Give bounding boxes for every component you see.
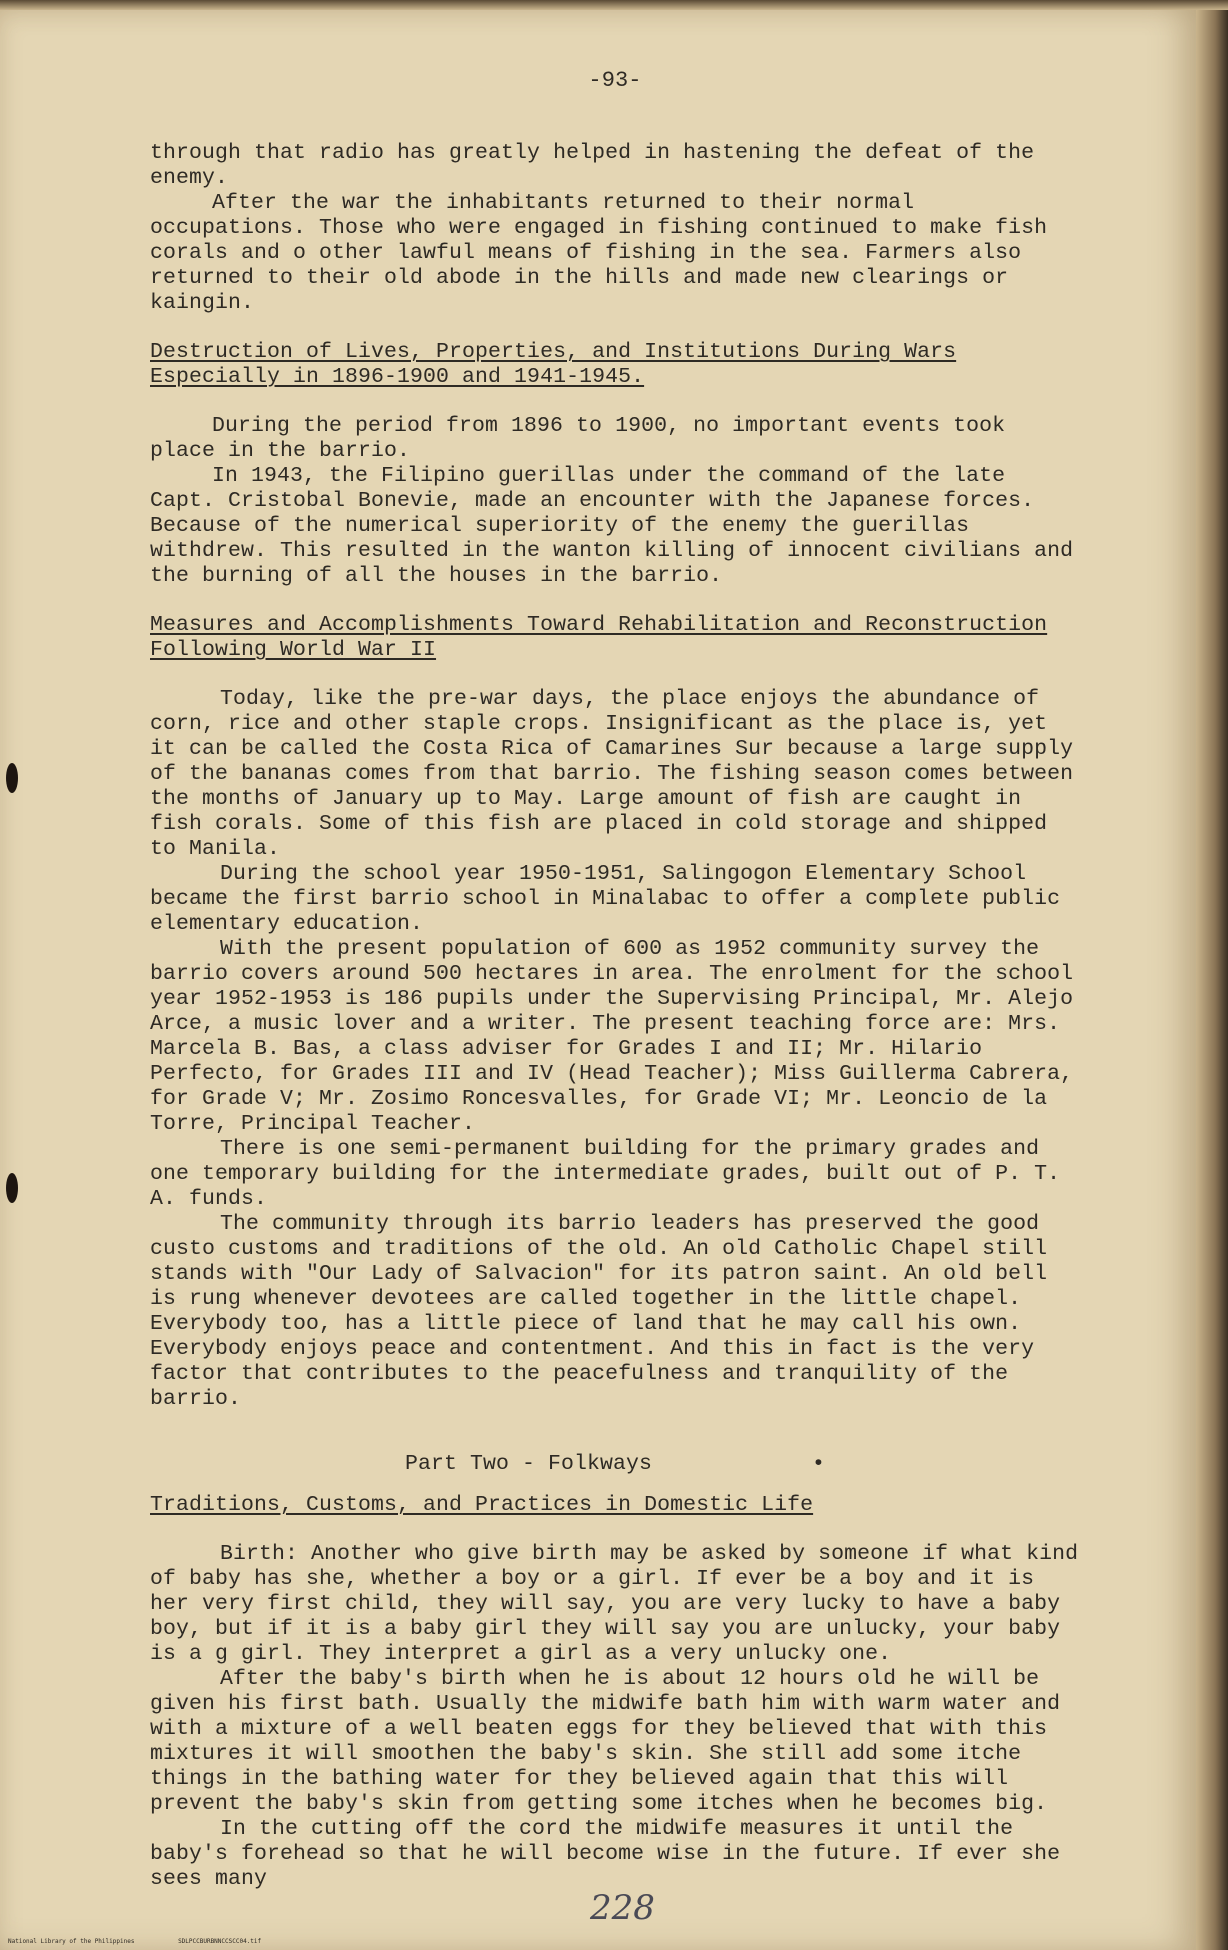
paragraph: With the present population of 600 as 1952 community survey the barrio covers around 500 hectares in area. The enrolment for the school year 1952-1953 is 186 pupils under the Supervising Principal, Mr. Alejo Arce, a music lover and a writer. The present teaching force are: Mrs. Marcela B. Bas, a class adviser for Grades I and II; Mr. Hilario Perfecto, for Grades III and IV (Head Teacher); Miss Guillerma Cabrera, for Grade V; Mr. Zosimo Roncesvalles, for Grade VI; Mr. Leoncio de la Torre, Principal Teacher.: [150, 937, 1074, 1136]
section-heading: Traditions, Customs, and Practices in Domestic Life: [150, 1493, 814, 1517]
page-edge: [1196, 0, 1228, 1950]
footer-filename: SDLPCCBURBNNCCSCC04.tif: [178, 1938, 262, 1945]
page-number: -93-: [588, 68, 642, 93]
paragraph: through that radio has greatly helped in hastening the defeat of the enemy.: [150, 141, 1035, 190]
paragraph: In 1943, the Filipino guerillas under the command of the late Capt. Cristobal Bonevie, made an encounter with the Japanese forces. Because of the numerical superiority of the enemy the guerillas withdrew. This resulted in the wanton killing of innocent civilians and the burning of all the houses in the barrio.: [150, 464, 1074, 588]
footer-library: National Library of the Philippines: [8, 1938, 135, 1945]
section-heading: Destruction of Lives, Properties, and Institutions During Wars Especially in 1896-1900 and 1941-1945.: [150, 340, 957, 389]
paragraph: During the period from 1896 to 1900, no important events took place in the barrio.: [150, 414, 1006, 463]
paragraph: Birth: Another who give birth may be asked by someone if what kind of baby has she, whether a boy or a girl. If ever be a boy and it is her very first child, they will say, you are very lucky to have a baby boy, but if it is a baby girl they will say you are unlucky, your baby is a g girl. They interpret a girl as a very unlucky one.: [150, 1542, 1079, 1666]
paragraph: During the school year 1950-1951, Salingogon Elementary School became the first barrio school in Minalabac to offer a complete public elementary education.: [150, 862, 1061, 936]
handwritten-page-number: 228: [590, 1888, 655, 1928]
binder-hole: [6, 1173, 18, 1203]
paragraph: After the war the inhabitants returned to their normal occupations. Those who were engaged in fishing continued to make fish corals and o other lawful means of fishing in the sea. Farmers also returned to their old abode in the hills and made new clearings or kaingin.: [150, 191, 1048, 315]
top-edge: [0, 0, 1228, 10]
scan-footer: [8, 1938, 301, 1945]
page-content: [150, 50, 1080, 1892]
section-heading: Measures and Accomplishments Toward Rehabilitation and Reconstruction Following World War II: [150, 613, 1048, 662]
binder-hole: [6, 763, 18, 793]
paragraph: There is one semi-permanent building for the primary grades and one temporary building for the intermediate grades, built out of P. T. A. funds.: [150, 1137, 1061, 1211]
paragraph: The community through its barrio leaders has preserved the good custo customs and traditions of the old. An old Catholic Chapel still stands with "Our Lady of Salvacion" for its patron saint. An old bell is rung whenever devotees are called together in the little chapel. Everybody too, has a little piece of land that he may call his own. Everybody enjoys peace and contentment. And this in fact is the very factor that contributes to the peacefulness and tranquility of the barrio.: [150, 1212, 1048, 1411]
paragraph: In the cutting off the cord the midwife measures it until the baby's forehead so that he will become wise in the future. If ever she sees many: [150, 1817, 1061, 1891]
paragraph: Today, like the pre-war days, the place enjoys the abundance of corn, rice and other staple crops. Insignificant as the place is, yet it can be called the Costa Rica of Camarines Sur because a large supply of the bananas comes from that barrio. The fishing season comes between the months of January up to May. Large amount of fish are caught in fish corals. Some of this fish are placed in cold storage and shipped to Manila.: [150, 687, 1074, 861]
paragraph: After the baby's birth when he is about 12 hours old he will be given his first bath. Usually the midwife bath him with warm water and with a mixture of a well beaten eggs for they believed that with this mixtures it will smoothen the baby's skin. She still add some itche things in the bathing water for they believed again that this will prevent the baby's skin from getting some itches when he becomes big.: [150, 1667, 1061, 1816]
part-title: Part Two - Folkways •: [404, 1452, 826, 1476]
